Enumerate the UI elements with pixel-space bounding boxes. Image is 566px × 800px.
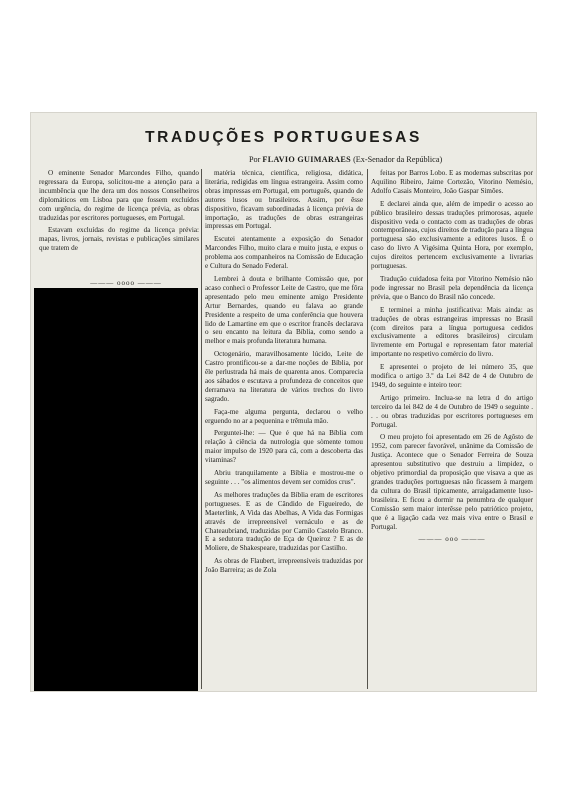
column-3 [371, 169, 533, 544]
article-title: TRADUÇÕES PORTUGUESAS [145, 129, 422, 146]
paragraph: Lembrei à douta e brilhante Comissão que, por acaso conheci o Professor Leite de Castro, que me fôra apresentado pelo meu eminente amigo Presidente Artur Bernardes, quando eu falava ao grande Presidente a respeito de uma conferência que houvera lido de Lamartine em que o escritor francês declarava o seu encanto na leitura da Bíblia, como sendo a melhor e mais profunda literatura humana. [205, 274, 363, 346]
author-note: (Ex-Senador da República) [353, 155, 443, 164]
paragraph: feitas por Barros Lobo. E as modernas subscritas por Aquilino Ribeiro, Jaime Cortezão, Vitorino Nemésio, Adolfo Casais Monteiro, João Gaspar Simões. [371, 169, 533, 195]
author-name: FLAVIO GUIMARAES [262, 155, 352, 164]
section-ornament: ——— oooo ——— [90, 279, 162, 287]
paragraph: Perguntei-lhe: — Que é que há na Bíblia com relação à ciência da nutrologia que sòmente tomou maior impulso de 1920 para cá, com a descoberta das vitaminas? [205, 429, 363, 465]
redacted-block [34, 288, 198, 691]
paragraph: E apresentei o projeto de lei número 35, que modifica o artigo 3.º da Lei 842 de 4 de Outubro de 1949, do seguinte e inteiro teor: [371, 363, 533, 389]
byline-prefix: Por [249, 155, 261, 164]
paragraph: As obras de Flaubert, irrepreensíveis traduzidas por João Barreira; as de Zola [205, 557, 363, 575]
column-1 [39, 169, 199, 257]
paragraph: Escutei atentamente a exposição do Senador Marcondes Filho, muito clara e muito justa, e expus o problema aos companheiros na Comissão de Educação e Cultura do Senado Federal. [205, 235, 363, 271]
paragraph: Octogenário, maravilhosamente lúcido, Leite de Castro prontificou-se a dar-me noções de Bíblia, por êle perlustrada há mais de quarenta anos. Comparecia aos sábados e escutava a profundeza de conceitos que derramava na literatura de vários trechos do livro sagrado. [205, 350, 363, 403]
paragraph: Abriu tranquilamente a Bíblia e mostrou-me o seguinte . . . "os alimentos devem ser comidos crus". [205, 469, 363, 486]
paragraph: E declarei ainda que, além de impedir o acesso ao público brasileiro dessas traduções primorosas, aquele dispositivo veda o contacto com as traduções de obras contemporâneas, cujos direitos de tradução para a língua portuguesa são exclusivamente a editores lusos. É o caso do livro A Vigésima Quinta Hora, por exemplo, cujos direitos pertencem exclusivamente a livrarias portuguesas. [371, 199, 533, 271]
column-rule [367, 169, 368, 689]
column-2 [205, 169, 363, 579]
paragraph: Faça-me alguma pergunta, declarou o velho erguendo no ar a pequenina e trêmula mão. [205, 407, 363, 425]
end-ornament: ——— ooo ——— [418, 535, 486, 544]
column-rule [201, 169, 202, 689]
paragraph: O meu projeto foi apresentado em 26 de Agôsto de 1952, com parecer favorável, unânime da Comissão de Justiça. Acontece que o Senador Ferreira de Souza apresentou substitutivo que destruiu a limpidez, o objetivo primordial da proposição que visava a que as grandes traduções portuguesas não ficassem à margem da cultura do Brasil tipicamente, arraigadamente luso-brasileira. E ficou a dormir na penumbra de qualquer Comissão sem maior interêsse pelo patriótico projeto, que é a ligação cada vez mais viva entre o Brasil e Portugal. [371, 433, 533, 531]
paragraph: E terminei a minha justificativa: Mais ainda: as traduções de obras estrangeiras impressas no Brasil (com direitos para a língua portuguesa cedidos exclusivamente a editores brasileiros) circulam livremente em Portugal e representam fator material importante no respetivo comércio do livro. [371, 305, 533, 359]
byline [249, 155, 442, 164]
paragraph: Estavam excluídas do regime da licença prévia: mapas, livros, jornais, revistas e publicações similares que tratem de [39, 226, 199, 253]
newspaper-clipping [30, 112, 537, 692]
paragraph: Artigo primeiro. Inclua-se na letra d do artigo terceiro da lei 842 de 4 de Outubro de 1949 o seguinte . . . ou obras traduzidas por escritores portugueses em Portugal. [371, 393, 533, 429]
paragraph: As melhores traduções da Bíblia eram de escritores portugueses. E as de Cândido de Figueiredo, de Maeterlink, A Vida das Abelhas, A Vida das Formigas através de irrepreensível vernáculo e as de Chateaubriand, traduzidas por Camilo Castelo Branco. E a sedutora tradução de Eça de Queiroz ? E as de Moliere, de Shakespeare, traduzidas por Castilho. [205, 490, 363, 553]
paragraph: matéria técnica, científica, religiosa, didática, literária, redigidas em língua estrangeira. Assim como obras impressas em Portugal, em português, quando de autores lusos ou brasileiros. Assim, por êsse dispositivo, ficavam subordinadas à licença prévia de importação, as traduções de obras estrangeiras impressas em Portugal. [205, 169, 363, 231]
paragraph: Tradução cuidadosa feita por Vitorino Nemésio não pode ingressar no Brasil pela dependência da licença prévia, que o Banco do Brasil não concede. [371, 274, 533, 301]
paragraph: O eminente Senador Marcondes Filho, quando regressara da Europa, solicitou-me a atenção para a incumbência que lhe dera um dos nossos Conselheiros diplomáticos em Lisboa para que fossem excluídos com urgência, do regime de licença prévia, as obras traduzidas por escritores portugueses, em Portugal. [39, 169, 199, 222]
